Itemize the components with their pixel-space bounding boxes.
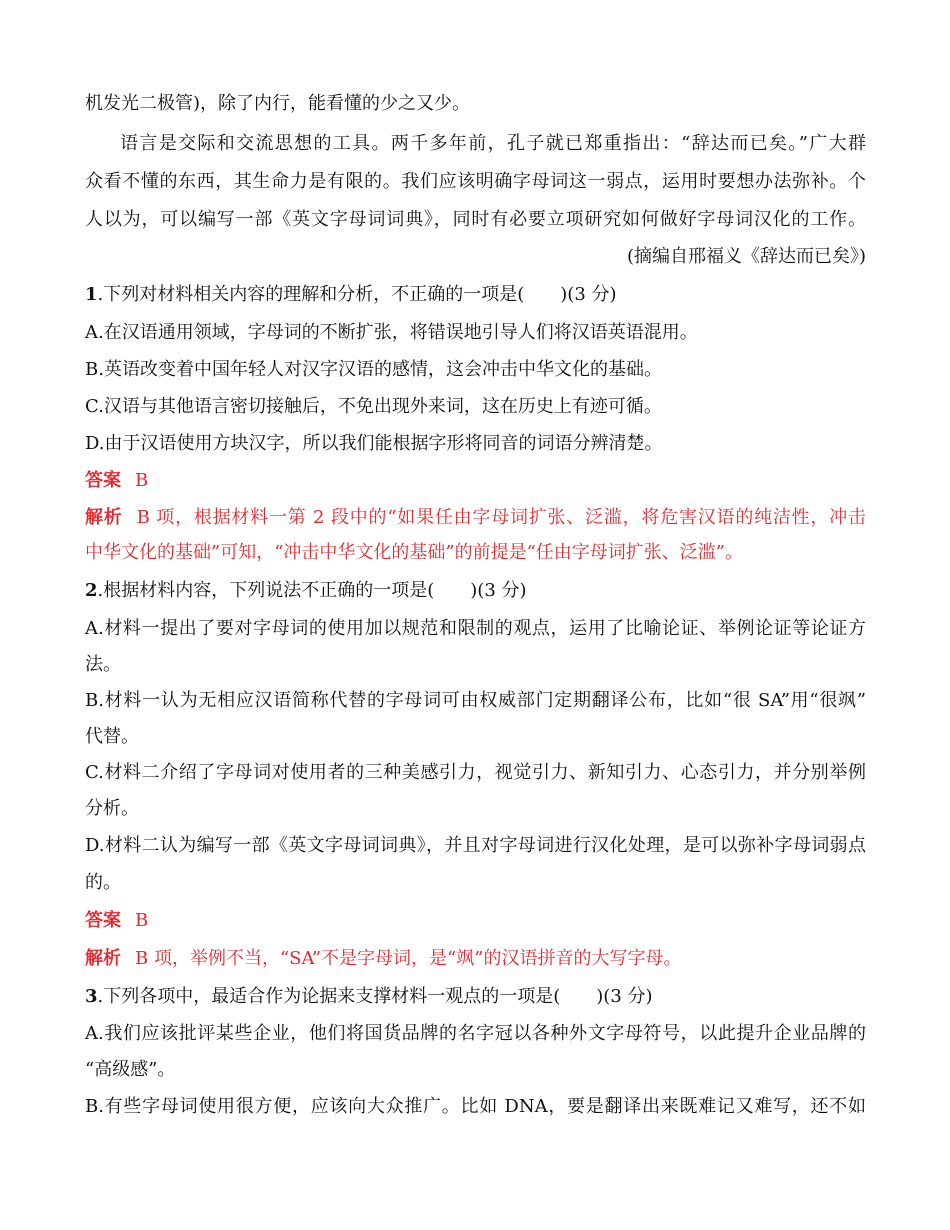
answer-label: 答案 [85,470,121,491]
question-text: .下列对材料相关内容的理解和分析，不正确的一项是( )(3 分) [97,284,617,305]
question-number: 3 [85,986,98,1007]
passage-line: 机发光二极管)，除了内行，能看懂的少之又少。 [85,93,471,114]
question-number: 2 [85,580,98,601]
analysis-text: B 项，举例不当，“SA”不是字母词，是“飒”的汉语拼音的大写字母。 [135,948,682,969]
question-3-option-a: A.我们应该批评某些企业，他们将国货品牌的名字冠以各种外文字母符号，以此提升企业品牌的 [85,1023,866,1044]
question-1-analysis [85,506,866,530]
analysis-text: B 项，根据材料一第 2 段中的“如果任由字母词扩张、泛滥，将危害汉语的纯洁性，冲击 [136,507,866,528]
question-1-stem [85,283,866,307]
question-text: .下列各项中，最适合作为论据来支撑材料一观点的一项是( )(3 分) [97,986,653,1007]
question-1-analysis-cont: 中华文化的基础”可知，“冲击中华文化的基础”的前提是“任由字母词扩张、泛滥”。 [85,542,744,563]
answer-label: 答案 [85,910,121,931]
analysis-label: 解析 [85,507,123,528]
question-2-answer [85,909,866,933]
question-2-option-a-cont: 法。 [85,654,121,675]
passage-source: (摘编自邢福义《辞达而已矣》) [626,246,866,267]
question-3-stem [85,985,866,1009]
question-1-answer [85,469,866,493]
question-2-option-c-cont: 分析。 [85,798,139,819]
question-2-option-c: C.材料二介绍了字母词对使用者的三种美感引力，视觉引力、新知引力、心态引力，并分别举例 [85,762,866,783]
question-2-option-b: B.材料一认为无相应汉语简称代替的字母词可由权威部门定期翻译公布，比如“很 SA”用“很飒” [85,690,866,711]
question-1-option-c: C.汉语与其他语言密切接触后，不免出现外来词，这在历史上有迹可循。 [85,396,662,417]
answer-value: B [135,470,149,491]
answer-value: B [135,910,149,931]
question-3-option-b: B.有些字母词使用很方便，应该向大众推广。比如 DNA，要是翻译出来既难记又难写，还不如 [85,1096,866,1117]
passage-line: 语言是交际和交流思想的工具。两千多年前，孔子就已郑重指出：“辞达而已矣。”广大群 [120,133,866,154]
question-3-option-a-cont: “高级感”。 [85,1059,176,1080]
question-text: .根据材料内容，下列说法不正确的一项是( )(3 分) [97,580,527,601]
question-2-stem [85,579,866,603]
question-2-analysis [85,947,866,971]
question-2-option-d: D.材料二认为编写一部《英文字母词词典》，并且对字母词进行汉化处理，是可以弥补字母词弱点 [85,835,866,856]
passage-line: 众看不懂的东西，其生命力是有限的。我们应该明确字母词这一弱点，运用时要想办法弥补。个 [85,171,866,192]
question-1-option-b: B.英语改变着中国年轻人对汉字汉语的感情，这会冲击中华文化的基础。 [85,359,662,380]
question-2-option-a: A.材料一提出了要对字母词的使用加以规范和限制的观点，运用了比喻论证、举例论证等论证方 [85,618,866,639]
question-2-option-b-cont: 代替。 [85,726,139,747]
question-number: 1 [85,284,98,305]
question-1-option-d: D.由于汉语使用方块汉字，所以我们能根据字形将同音的词语分辨清楚。 [85,433,663,454]
passage-line: 人以为，可以编写一部《英文字母词词典》，同时有必要立项研究如何做好字母词汉化的工作。 [85,209,866,230]
question-2-option-d-cont: 的。 [85,872,121,893]
question-1-option-a: A.在汉语通用领域，字母词的不断扩张，将错误地引导人们将汉语英语混用。 [85,322,698,343]
analysis-label: 解析 [85,948,121,969]
